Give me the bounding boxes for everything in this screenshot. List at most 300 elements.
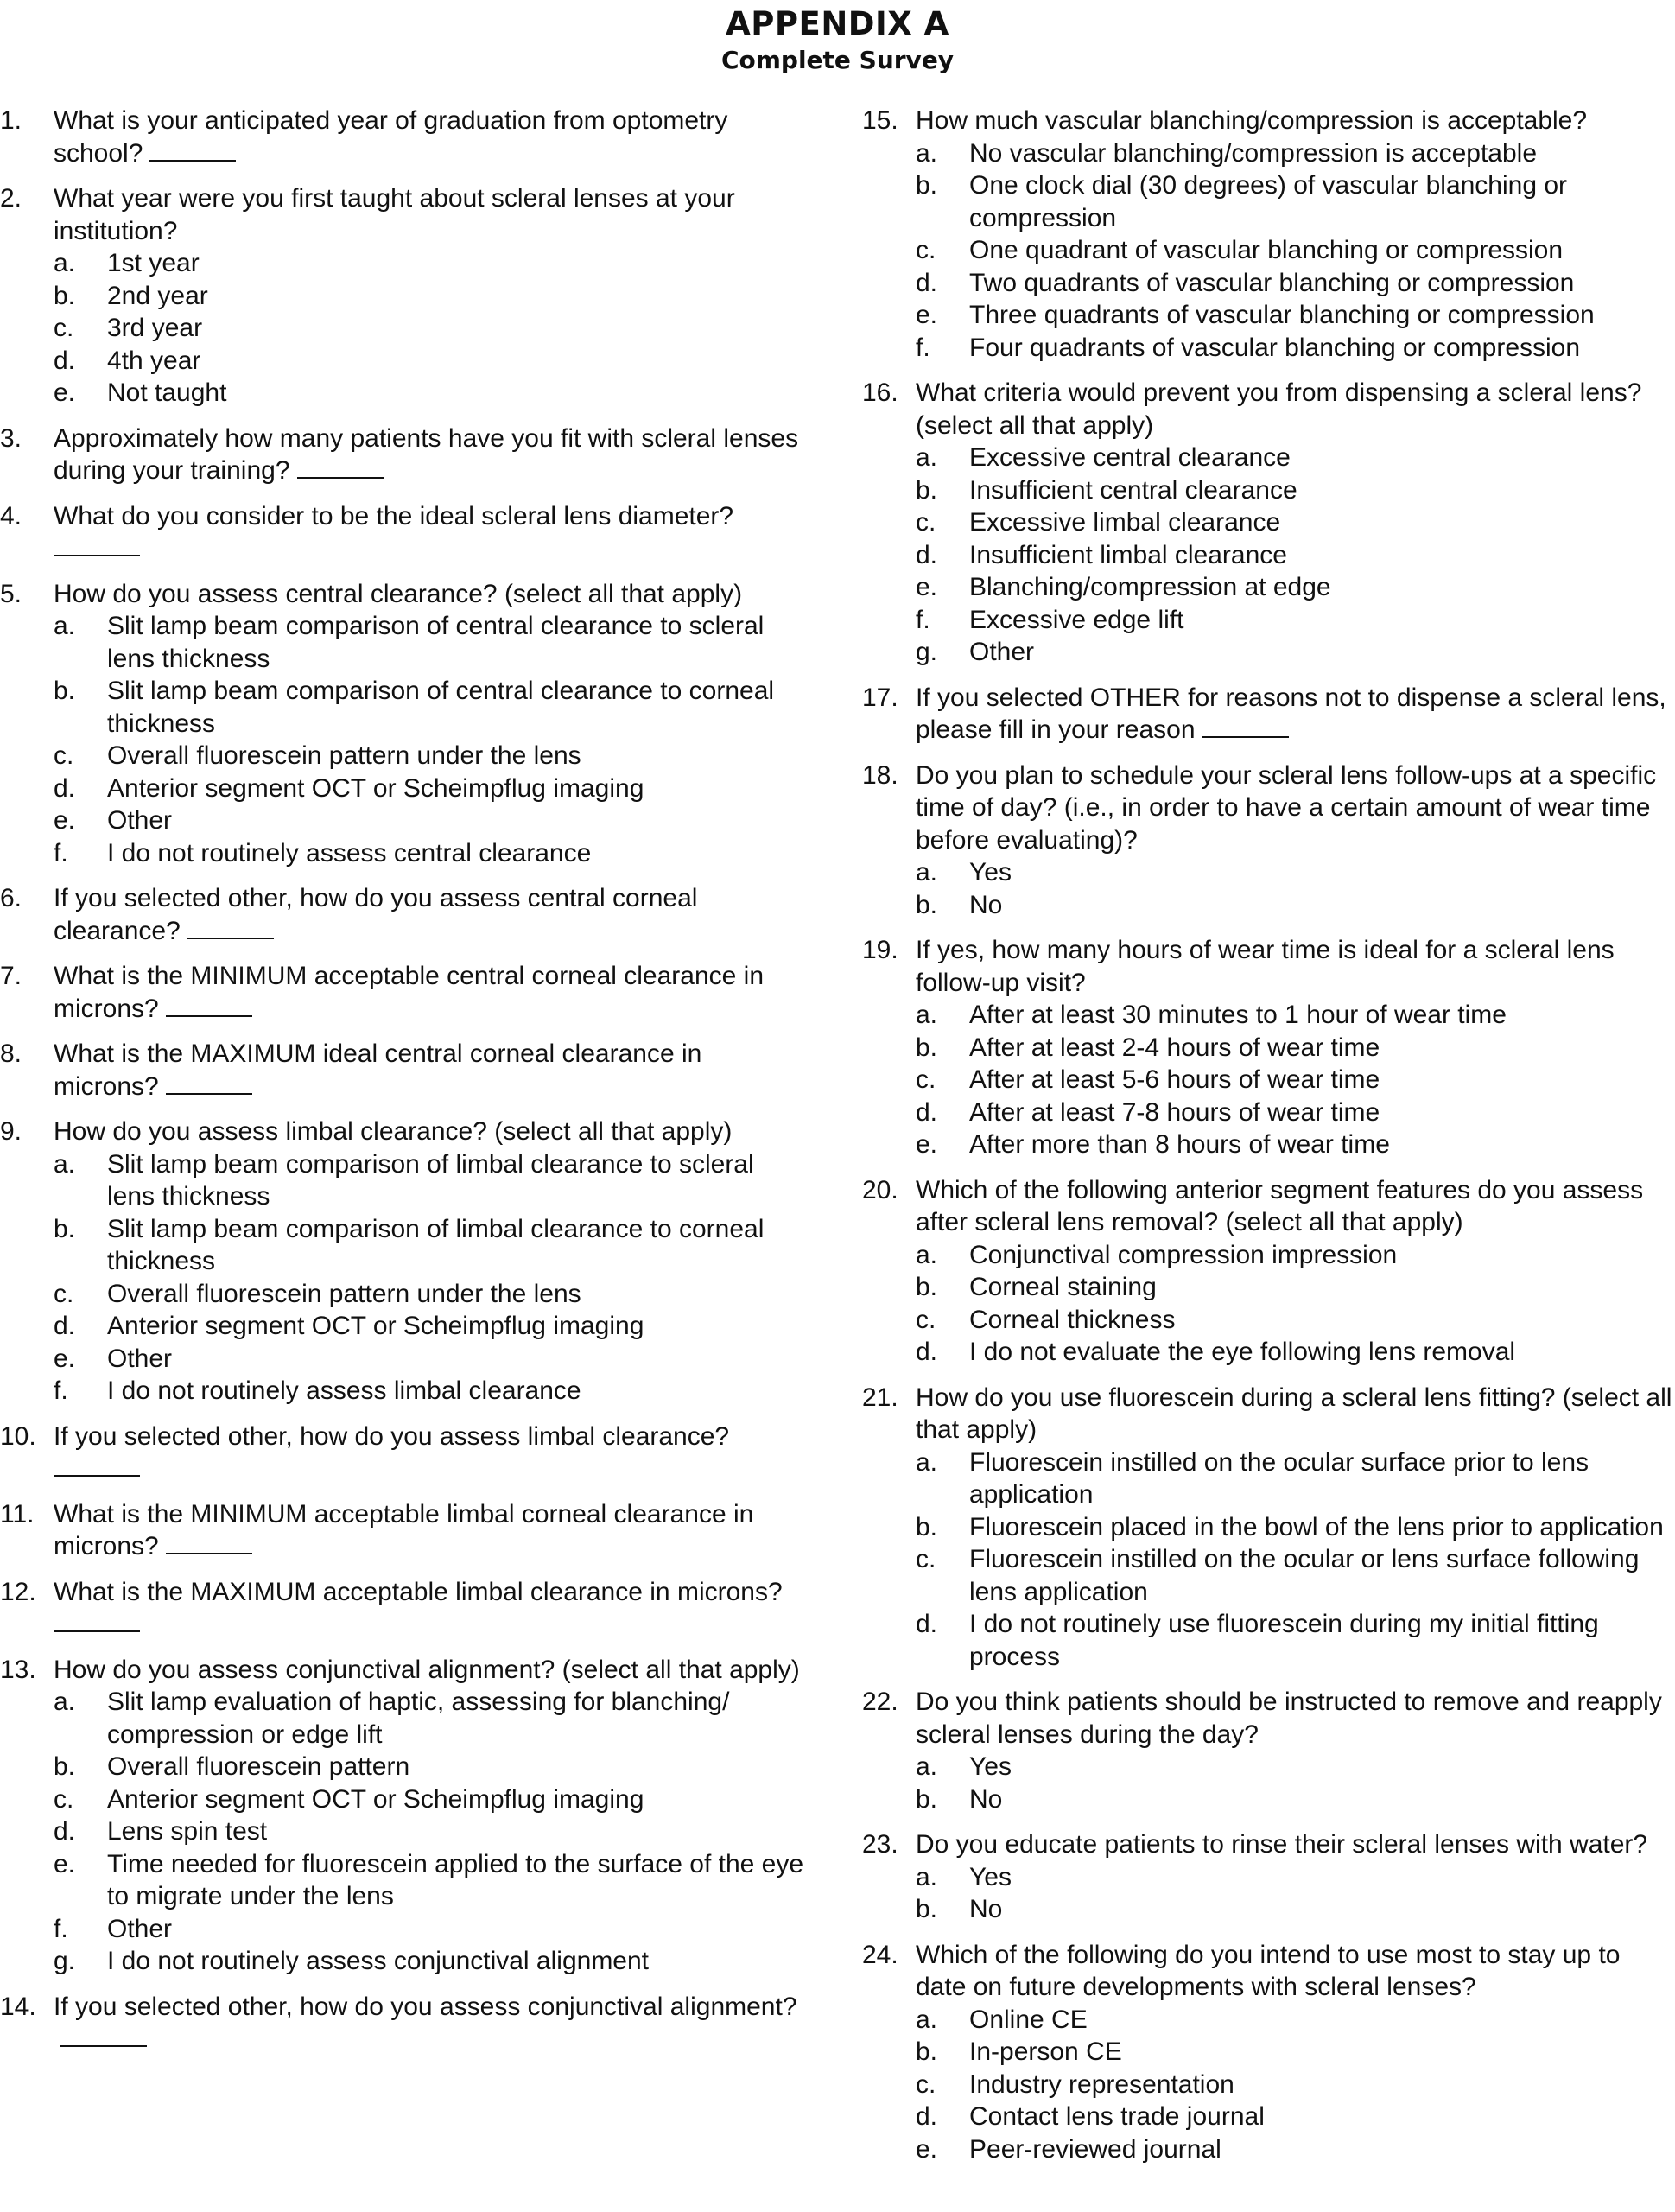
question-text-wrap [916, 1382, 1675, 1446]
question-text-wrap [54, 960, 808, 1025]
question-line [0, 960, 808, 1025]
option-text: Excessive limbal clearance [969, 508, 1281, 537]
option-letter: c. [54, 1279, 74, 1308]
question-text: What is the MINIMUM acceptable central corneal clearance in microns? [54, 962, 765, 1023]
option-letter: c. [916, 1305, 936, 1334]
answer-option[interactable] [862, 474, 1675, 507]
option-text: Three quadrants of vascular blanching or compression [969, 301, 1595, 329]
answer-option[interactable] [0, 1375, 808, 1408]
option-text: I do not routinely assess limbal clearance [107, 1376, 581, 1405]
survey-question [862, 1939, 1675, 2166]
answer-option[interactable] [0, 1213, 808, 1278]
question-line [862, 377, 1675, 442]
option-text: I do not routinely assess conjunctival alignment [107, 1947, 650, 1975]
question-line [0, 500, 808, 565]
option-text: Insufficient central clearance [969, 475, 1297, 505]
answer-option[interactable] [862, 1096, 1675, 1129]
question-text-wrap [916, 1174, 1675, 1239]
option-letter: d. [916, 268, 938, 297]
question-text: Do you think patients should be instructed to remove and reapply scleral lenses during the day? [916, 1688, 1662, 1749]
answer-option[interactable] [0, 1815, 808, 1848]
answer-option[interactable] [862, 1893, 1675, 1926]
option-text: No vascular blanching/compression is acceptable [969, 138, 1538, 168]
question-text-wrap [54, 578, 808, 611]
option-text: Insufficient limbal clearance [969, 540, 1287, 569]
answer-option[interactable] [862, 506, 1675, 539]
question-line [0, 578, 808, 611]
question-number: 8. [0, 1039, 22, 1068]
answer-option[interactable] [0, 1913, 808, 1946]
survey-question [862, 377, 1675, 669]
option-letter: a. [54, 249, 76, 277]
option-letter: e. [54, 806, 76, 835]
question-text-wrap [54, 500, 808, 565]
option-text: Other [107, 806, 173, 835]
option-text: Four quadrants of vascular blanching or compression [969, 333, 1581, 362]
survey-question [862, 934, 1675, 1161]
survey-question [0, 1421, 808, 1485]
question-line [0, 1498, 808, 1563]
question-text-wrap [916, 934, 1675, 999]
survey-question [0, 882, 808, 947]
question-number: 3. [0, 423, 22, 453]
question-text: If yes, how many hours of wear time is ideal for a scleral lens follow-up visit? [916, 936, 1615, 997]
option-letter: b. [916, 2037, 938, 2066]
question-number: 12. [0, 1577, 36, 1606]
question-text: How do you assess conjunctival alignment? (select all that apply) [54, 1655, 800, 1684]
answer-option[interactable] [862, 2069, 1675, 2101]
answer-option[interactable] [0, 1686, 808, 1751]
answer-option[interactable] [862, 332, 1675, 365]
option-text: 4th year [107, 346, 201, 375]
option-text: Excessive central clearance [969, 443, 1291, 472]
question-number: 4. [0, 501, 22, 531]
option-letter: b. [916, 475, 938, 505]
option-text: No [969, 1784, 1003, 1814]
option-letter: e. [54, 1849, 76, 1878]
question-text: What is the MINIMUM acceptable limbal corneal clearance in microns? [54, 1499, 754, 1560]
option-text: Slit lamp beam comparison of limbal clearance to corneal thickness [107, 1214, 765, 1275]
survey-question [0, 578, 808, 870]
question-text-wrap [54, 1576, 808, 1641]
survey-question [0, 960, 808, 1025]
answer-option[interactable] [862, 137, 1675, 170]
answer-blank[interactable] [166, 1072, 252, 1095]
answer-option[interactable] [862, 1446, 1675, 1511]
option-text: Not taught [107, 378, 227, 407]
question-text: What do you consider to be the ideal scleral lens diameter? [54, 501, 734, 531]
question-text: How do you assess limbal clearance? (select all that apply) [54, 1117, 733, 1146]
option-letter: b. [916, 1512, 938, 1541]
option-letter: a. [916, 2005, 938, 2034]
option-text: Lens spin test [107, 1817, 268, 1846]
answer-blank[interactable] [54, 534, 140, 556]
option-letter: a. [54, 1149, 76, 1179]
option-letter: b. [54, 1214, 76, 1243]
question-text: If you selected other, how do you assess limbal clearance? [54, 1421, 730, 1451]
option-text: Yes [969, 858, 1012, 887]
answer-option[interactable] [0, 1945, 808, 1978]
question-text-wrap [54, 182, 808, 247]
question-line [0, 1116, 808, 1148]
option-letter: b. [54, 677, 76, 705]
answer-option[interactable] [0, 1310, 808, 1343]
answer-option[interactable] [862, 604, 1675, 637]
question-line [862, 934, 1675, 999]
option-letter: a. [916, 443, 938, 472]
survey-question [0, 500, 808, 565]
answer-option[interactable] [862, 1608, 1675, 1673]
answer-option[interactable] [0, 837, 808, 870]
answer-blank[interactable] [166, 1532, 252, 1554]
question-number: 5. [0, 579, 22, 608]
answer-option[interactable] [862, 1751, 1675, 1783]
question-line [862, 1382, 1675, 1446]
question-text: Which of the following anterior segment features do you assess after scleral lens removal? (select all that apply) [916, 1175, 1644, 1236]
option-letter: a. [54, 612, 76, 640]
question-line [862, 1828, 1675, 1861]
option-letter: c. [916, 2069, 936, 2099]
survey-question [0, 423, 808, 487]
question-text: What year were you first taught about scleral lenses at your institution? [54, 184, 735, 245]
option-text: No [969, 890, 1003, 919]
question-text: If you selected other, how do you assess conjunctival alignment? [54, 1992, 797, 2021]
option-letter: b. [916, 1895, 938, 1923]
answer-option[interactable] [0, 610, 808, 675]
option-text: Blanching/compression at edge [969, 573, 1331, 601]
option-text: Overall fluorescein pattern under the lens [107, 741, 581, 770]
question-line [862, 1939, 1675, 2004]
answer-option[interactable] [862, 2004, 1675, 2037]
survey-question [862, 1174, 1675, 1369]
option-letter: d. [54, 1817, 76, 1846]
option-text: Corneal thickness [969, 1305, 1176, 1334]
question-line [0, 1421, 808, 1485]
option-letter: b. [916, 890, 938, 919]
answer-option[interactable] [0, 1783, 808, 1816]
option-text: Anterior segment OCT or Scheimpflug imaging [107, 1312, 644, 1340]
question-line [862, 682, 1675, 747]
question-text: How do you use fluorescein during a scleral lens fitting? (select all that apply) [916, 1382, 1672, 1444]
option-letter: b. [916, 1033, 938, 1062]
survey-column-right [862, 105, 1675, 2178]
option-text: Corneal staining [969, 1273, 1157, 1301]
page-title: APPENDIX A [726, 5, 949, 42]
question-number: 10. [0, 1421, 36, 1451]
answer-option[interactable] [862, 1511, 1675, 1544]
question-number: 1. [0, 106, 22, 135]
option-text: Other [107, 1344, 173, 1373]
answer-option[interactable] [0, 312, 808, 345]
answer-option[interactable] [0, 377, 808, 410]
option-text: After at least 7-8 hours of wear time [969, 1097, 1380, 1127]
question-text-wrap [916, 105, 1675, 137]
option-letter: d. [54, 773, 76, 803]
option-text: After more than 8 hours of wear time [969, 1130, 1390, 1159]
option-text: Fluorescein instilled on the ocular or lens surface following lens application [969, 1545, 1640, 1606]
option-text: Slit lamp beam comparison of limbal clearance to scleral lens thickness [107, 1149, 754, 1211]
option-text: Yes [969, 1752, 1012, 1781]
option-letter: a. [916, 1240, 938, 1269]
answer-blank[interactable] [166, 995, 252, 1017]
question-number: 13. [0, 1655, 36, 1684]
option-text: Conjunctival compression impression [969, 1240, 1398, 1269]
question-number: 17. [862, 683, 898, 712]
question-text-wrap [916, 760, 1675, 857]
answer-option[interactable] [0, 1848, 808, 1913]
question-text-wrap [54, 1038, 808, 1103]
answer-option[interactable] [862, 571, 1675, 604]
option-letter: b. [916, 1784, 938, 1814]
question-number: 18. [862, 760, 898, 790]
question-text: Which of the following do you intend to use most to stay up to date on future developments with scleral lenses? [916, 1940, 1621, 2001]
survey-column-left [0, 105, 808, 2069]
option-letter: c. [54, 314, 74, 342]
answer-option[interactable] [862, 539, 1675, 572]
survey-question [862, 105, 1675, 364]
answer-option[interactable] [862, 169, 1675, 234]
answer-option[interactable] [862, 856, 1675, 889]
question-text-wrap [916, 1939, 1675, 2004]
option-text: I do not routinely use fluorescein during my initial fitting process [969, 1610, 1599, 1671]
answer-option[interactable] [862, 267, 1675, 300]
option-text: Fluorescein placed in the bowl of the lens prior to application [969, 1512, 1664, 1541]
question-number: 9. [0, 1117, 22, 1146]
answer-option[interactable] [0, 804, 808, 837]
option-letter: f. [54, 838, 68, 868]
answer-option[interactable] [0, 772, 808, 805]
question-text-wrap [54, 882, 808, 947]
option-letter: a. [54, 1688, 76, 1716]
option-letter: g. [54, 1947, 76, 1975]
question-text: What is the MAXIMUM acceptable limbal clearance in microns? [54, 1577, 783, 1606]
survey-question [862, 1382, 1675, 1674]
question-text-wrap [54, 105, 808, 169]
question-text-wrap [54, 1654, 808, 1687]
option-text: Overall fluorescein pattern under the lens [107, 1279, 581, 1308]
answer-option[interactable] [0, 1278, 808, 1311]
option-letter: a. [916, 1447, 938, 1477]
answer-option[interactable] [0, 280, 808, 313]
option-letter: c. [54, 741, 74, 770]
option-letter: d. [916, 1610, 938, 1638]
option-letter: a. [916, 858, 938, 887]
question-text: How do you assess central clearance? (select all that apply) [54, 579, 743, 608]
question-number: 2. [0, 184, 22, 213]
question-text: What criteria would prevent you from dispensing a scleral lens? (select all that apply) [916, 378, 1642, 440]
answer-blank[interactable] [54, 1610, 140, 1632]
question-line [0, 105, 808, 169]
option-letter: f. [916, 333, 930, 362]
answer-option[interactable] [862, 1271, 1675, 1304]
option-letter: c. [54, 1784, 74, 1814]
option-text: Peer-reviewed journal [969, 2134, 1221, 2164]
question-text: Do you plan to schedule your scleral lens follow-ups at a specific time of day? (i.e., in order to have a certain amount of wear time before evaluating)? [916, 760, 1657, 855]
option-letter: c. [916, 508, 936, 537]
answer-option[interactable] [0, 247, 808, 280]
option-letter: a. [916, 138, 938, 168]
option-letter: d. [916, 2102, 938, 2131]
option-letter: c. [916, 1545, 936, 1573]
survey-question [0, 1991, 808, 2056]
survey-question [862, 1686, 1675, 1815]
answer-option[interactable] [862, 636, 1675, 669]
answer-option[interactable] [862, 1861, 1675, 1894]
option-letter: a. [916, 1001, 938, 1029]
question-line [0, 1991, 808, 2056]
survey-question [0, 1654, 808, 1978]
question-line [862, 105, 1675, 137]
question-text-wrap [916, 377, 1675, 442]
answer-blank[interactable] [54, 1454, 140, 1477]
question-text-wrap [54, 1116, 808, 1148]
question-text-wrap [54, 1991, 808, 2056]
answer-option[interactable] [862, 999, 1675, 1032]
question-text-wrap [54, 423, 808, 487]
option-letter: d. [916, 1338, 938, 1366]
option-text: I do not evaluate the eye following lens removal [969, 1338, 1516, 1366]
option-text: Yes [969, 1862, 1012, 1891]
survey-question [0, 105, 808, 169]
answer-option[interactable] [0, 740, 808, 772]
question-number: 14. [0, 1992, 36, 2021]
option-text: Overall fluorescein pattern [107, 1752, 410, 1781]
answer-option[interactable] [862, 299, 1675, 332]
option-letter: e. [916, 1130, 938, 1159]
answer-option[interactable] [0, 1148, 808, 1213]
answer-option[interactable] [862, 1128, 1675, 1161]
option-text: Fluorescein instilled on the ocular surface prior to lens application [969, 1447, 1589, 1509]
option-text: Other [969, 638, 1035, 666]
question-number: 7. [0, 962, 22, 990]
option-text: Contact lens trade journal [969, 2102, 1265, 2131]
answer-option[interactable] [862, 1032, 1675, 1065]
question-line [0, 1654, 808, 1687]
survey-question [862, 1828, 1675, 1926]
option-letter: g. [916, 638, 938, 666]
option-letter: d. [916, 540, 938, 569]
option-letter: b. [916, 171, 938, 200]
answer-option[interactable] [862, 442, 1675, 474]
answer-blank[interactable] [149, 139, 236, 162]
survey-question [862, 760, 1675, 922]
answer-option[interactable] [0, 1751, 808, 1783]
question-line [0, 882, 808, 947]
answer-blank[interactable] [1202, 715, 1289, 738]
question-line [862, 1686, 1675, 1751]
answer-option[interactable] [862, 1783, 1675, 1816]
option-letter: d. [916, 1097, 938, 1127]
option-letter: c. [916, 236, 936, 264]
survey-question [0, 1116, 808, 1408]
option-letter: e. [916, 2134, 938, 2164]
option-text: After at least 5-6 hours of wear time [969, 1065, 1380, 1094]
option-letter: e. [54, 1344, 76, 1373]
question-text-wrap [916, 682, 1675, 747]
question-line [0, 182, 808, 247]
answer-option[interactable] [0, 675, 808, 740]
option-letter: c. [916, 1065, 936, 1094]
question-text-wrap [54, 1498, 808, 1563]
option-letter: f. [916, 605, 930, 634]
option-letter: d. [54, 1312, 76, 1340]
answer-option[interactable] [862, 234, 1675, 267]
option-text: In-person CE [969, 2037, 1122, 2066]
option-letter: e. [54, 378, 76, 407]
survey-question [0, 1038, 808, 1103]
answer-option[interactable] [0, 345, 808, 378]
question-text-wrap [916, 1686, 1675, 1751]
option-letter: e. [916, 301, 938, 329]
option-letter: a. [916, 1862, 938, 1891]
answer-option[interactable] [862, 1239, 1675, 1272]
question-number: 15. [862, 106, 898, 135]
question-line [862, 1174, 1675, 1239]
option-text: Industry representation [969, 2069, 1234, 2099]
question-text-wrap [54, 1421, 808, 1485]
question-line [0, 423, 808, 487]
answer-blank[interactable] [60, 2024, 147, 2047]
question-number: 6. [0, 884, 22, 912]
question-text: What is the MAXIMUM ideal central corneal clearance in microns? [54, 1039, 702, 1101]
option-letter: e. [916, 573, 938, 601]
question-number: 19. [862, 936, 898, 964]
question-number: 22. [862, 1688, 898, 1716]
option-text: 3rd year [107, 314, 203, 342]
survey-question [0, 1576, 808, 1641]
option-text: 1st year [107, 249, 200, 277]
question-number: 11. [0, 1499, 35, 1529]
option-text: Other [107, 1914, 173, 1943]
answer-option[interactable] [862, 1336, 1675, 1369]
option-letter: f. [54, 1376, 68, 1405]
answer-option[interactable] [862, 1064, 1675, 1096]
option-text: Online CE [969, 2005, 1088, 2034]
answer-blank[interactable] [297, 456, 384, 479]
question-text: Approximately how many patients have you fit with scleral lenses during your training? [54, 423, 799, 485]
survey-question [0, 182, 808, 410]
question-text: What is your anticipated year of graduation from optometry school? [54, 106, 728, 168]
question-text-wrap [916, 1828, 1675, 1861]
option-text: After at least 30 minutes to 1 hour of wear time [969, 1001, 1507, 1029]
question-text: If you selected other, how do you assess central corneal clearance? [54, 884, 698, 945]
answer-blank[interactable] [187, 917, 274, 939]
option-letter: b. [54, 281, 76, 310]
option-text: Anterior segment OCT or Scheimpflug imaging [107, 1784, 644, 1814]
question-number: 23. [862, 1830, 898, 1859]
question-line [0, 1038, 808, 1103]
answer-option[interactable] [862, 889, 1675, 922]
answer-option[interactable] [862, 2036, 1675, 2069]
option-text: After at least 2-4 hours of wear time [969, 1033, 1380, 1062]
question-text: Do you educate patients to rinse their scleral lenses with water? [916, 1830, 1648, 1859]
survey-question [862, 682, 1675, 747]
option-text: Two quadrants of vascular blanching or compression [969, 268, 1575, 297]
option-text: Slit lamp beam comparison of central clearance to corneal thickness [107, 677, 775, 738]
answer-option[interactable] [862, 2133, 1675, 2166]
answer-option[interactable] [862, 2101, 1675, 2133]
survey-question [0, 1498, 808, 1563]
option-text: Slit lamp beam comparison of central clearance to scleral lens thickness [107, 612, 765, 673]
answer-option[interactable] [862, 1543, 1675, 1608]
option-text: No [969, 1895, 1003, 1923]
question-line [862, 760, 1675, 857]
question-line [0, 1576, 808, 1641]
option-text: Time needed for fluorescein applied to the surface of the eye to migrate under the lens [107, 1849, 804, 1910]
answer-option[interactable] [862, 1304, 1675, 1337]
option-text: Anterior segment OCT or Scheimpflug imaging [107, 773, 644, 803]
answer-option[interactable] [0, 1343, 808, 1376]
